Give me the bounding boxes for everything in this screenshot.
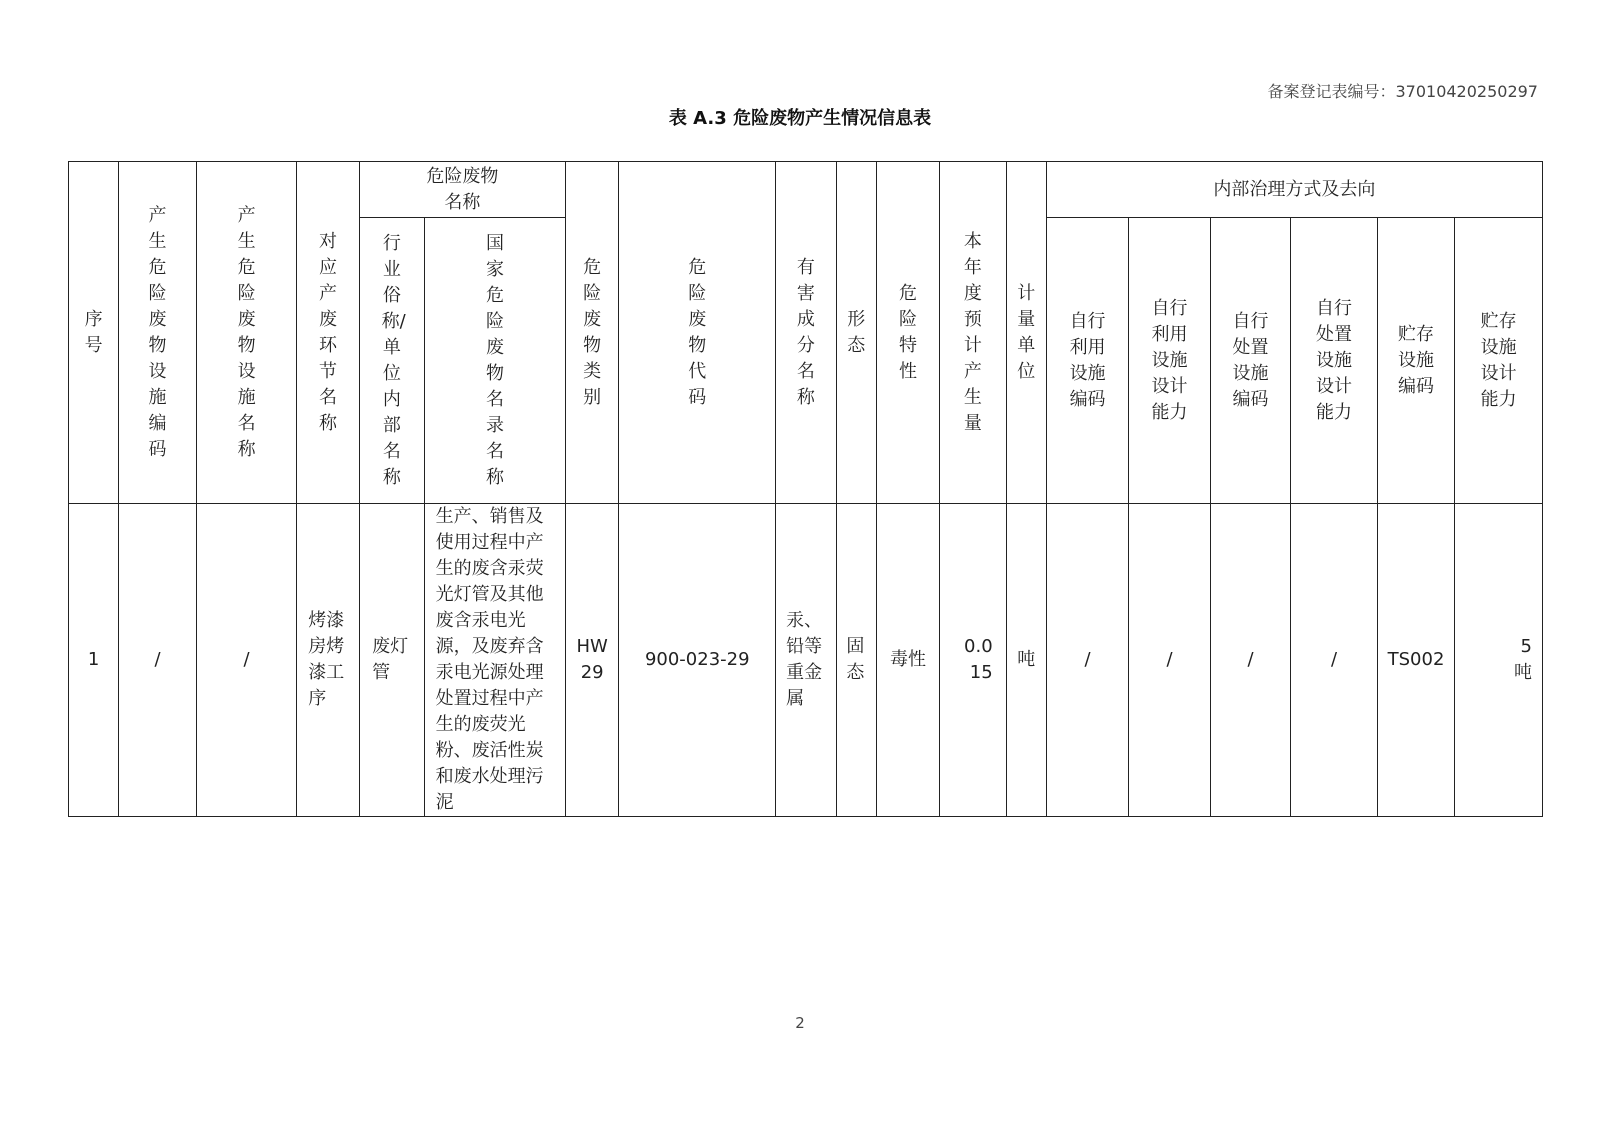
header-annual: 本年度预计产生量 [940, 162, 1006, 504]
cell-facility-name: / [196, 504, 297, 817]
cell-form: 固态 [836, 504, 876, 817]
cell-self-dispose-capacity: / [1291, 504, 1378, 817]
cell-facility-code: / [119, 504, 196, 817]
cell-code: 900-023-29 [619, 504, 776, 817]
header-unit: 计量单位 [1006, 162, 1046, 504]
cell-national-name: 生产、销售及使用过程中产生的废含汞荧光灯管及其他废含汞电光源，及废弃含汞电光源处理处置过程中产生的废荧光粉、废活性炭和废水处理污泥 [425, 504, 566, 817]
header-facility-code: 产生危险废物设施编码 [119, 162, 196, 504]
cell-storage-code: TS002 [1377, 504, 1454, 817]
header-self-dispose-capacity: 自行处置设施设计能力 [1291, 218, 1378, 504]
cell-unit: 吨 [1006, 504, 1046, 817]
header-self-dispose-code: 自行处置设施编码 [1210, 218, 1290, 504]
cell-process: 烤漆房烤漆工序 [297, 504, 359, 817]
hazardous-waste-table [68, 161, 1543, 817]
cell-harmful: 汞、铅等重金属 [776, 504, 836, 817]
header-seq: 序号 [69, 162, 119, 504]
cell-storage-capacity: 5吨 [1455, 504, 1543, 817]
header-facility-name: 产生危险废物设施名称 [196, 162, 297, 504]
header-internal-group: 内部治理方式及去向 [1046, 162, 1542, 218]
cell-seq: 1 [69, 504, 119, 817]
cell-industry-name: 废灯管 [359, 504, 424, 817]
header-process: 对应产废环节名称 [297, 162, 359, 504]
cell-self-dispose-code: / [1210, 504, 1290, 817]
cell-self-use-capacity: / [1129, 504, 1210, 817]
table-row [69, 504, 1543, 817]
header-storage-capacity: 贮存设施设计能力 [1455, 218, 1543, 504]
header-self-use-capacity: 自行利用设施设计能力 [1129, 218, 1210, 504]
page-number: 2 [795, 1014, 805, 1032]
header-industry-name: 行业俗称/单位内部名称 [359, 218, 424, 504]
header-self-use-code: 自行利用设施编码 [1046, 218, 1128, 504]
header-hazard: 危险特性 [876, 162, 939, 504]
cell-hazard: 毒性 [876, 504, 939, 817]
header-harmful: 有害成分名称 [776, 162, 836, 504]
table-title: 表 A.3 危险废物产生情况信息表 [668, 108, 932, 129]
cell-self-use-code: / [1046, 504, 1128, 817]
header-national-name: 国家危险废物名录名称 [425, 218, 566, 504]
registration-number: 备案登记表编号：37010420250297 [1267, 82, 1538, 101]
cell-category: HW29 [565, 504, 618, 817]
cell-annual: 0.015 [940, 504, 1006, 817]
header-category: 危险废物类别 [565, 162, 618, 504]
header-storage-code: 贮存设施编码 [1377, 218, 1454, 504]
header-form: 形态 [836, 162, 876, 504]
header-code: 危险废物代码 [619, 162, 776, 504]
header-waste-name-group: 危险废物名称 [359, 162, 565, 218]
